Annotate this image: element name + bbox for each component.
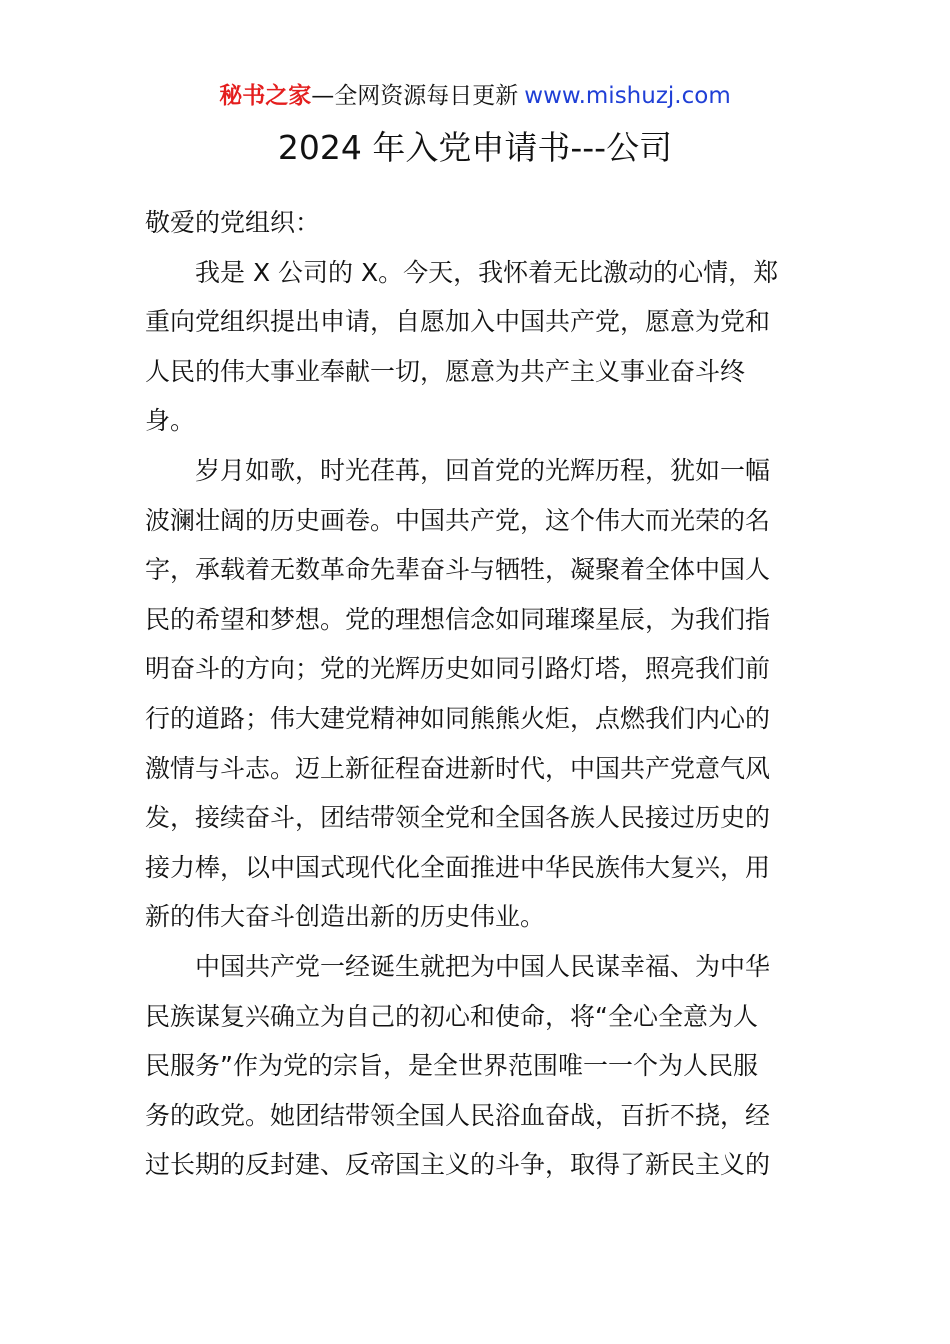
body-line: 民族谋复兴确立为自己的初心和使命，将“全心全意为人 xyxy=(145,1001,758,1031)
site-header xyxy=(0,80,950,112)
document-title: 2024 年入党申请书---公司 xyxy=(277,128,673,167)
body-line: 发，接续奋斗，团结带领全党和全国各族人民接过历史的 xyxy=(145,803,771,833)
header-tagline: —全网资源每日更新 xyxy=(311,83,519,109)
body-line: 我是 X 公司的 X。今天，我怀着无比激动的心情，郑 xyxy=(145,257,779,287)
body-line: 身。 xyxy=(145,406,196,436)
body-line: 新的伟大奋斗创造出新的历史伟业。 xyxy=(145,902,546,932)
body-line: 民的希望和梦想。党的理想信念如同璀璨星辰，为我们指 xyxy=(145,604,771,634)
site-url-link[interactable]: www.mishuzj.com xyxy=(524,83,731,109)
body-line: 行的道路；伟大建党精神如同熊熊火炬，点燃我们内心的 xyxy=(145,703,771,733)
body-line: 人民的伟大事业奉献一切，愿意为共产主义事业奋斗终 xyxy=(145,356,746,386)
body-line: 岁月如歌，时光荏苒，回首党的光辉历程，犹如一幅 xyxy=(145,455,771,485)
body-line: 民服务”作为党的宗旨，是全世界范围唯一一个为人民服 xyxy=(145,1051,758,1081)
body-line: 过长期的反封建、反帝国主义的斗争，取得了新民主义的 xyxy=(145,1150,771,1180)
body-line: 波澜壮阔的历史画卷。中国共产党，这个伟大而光荣的名 xyxy=(145,505,771,535)
body-line: 重向党组织提出申请，自愿加入中国共产党，愿意为党和 xyxy=(145,307,771,337)
document-body xyxy=(145,198,810,1190)
body-line: 激情与斗志。迈上新征程奋进新时代，中国共产党意气风 xyxy=(145,753,771,783)
salutation: 敬爱的党组织： xyxy=(145,208,321,237)
brand-name: 秘书之家 xyxy=(219,83,312,109)
body-line: 明奋斗的方向；党的光辉历史如同引路灯塔，照亮我们前 xyxy=(145,654,771,684)
body-line: 务的政党。她团结带领全国人民浴血奋战，百折不挠，经 xyxy=(145,1100,771,1130)
body-line: 中国共产党一经诞生就把为中国人民谋幸福、为中华 xyxy=(145,951,771,981)
body-line: 接力棒，以中国式现代化全面推进中华民族伟大复兴，用 xyxy=(145,852,771,882)
body-line: 字，承载着无数革命先辈奋斗与牺牲，凝聚着全体中国人 xyxy=(145,555,771,585)
